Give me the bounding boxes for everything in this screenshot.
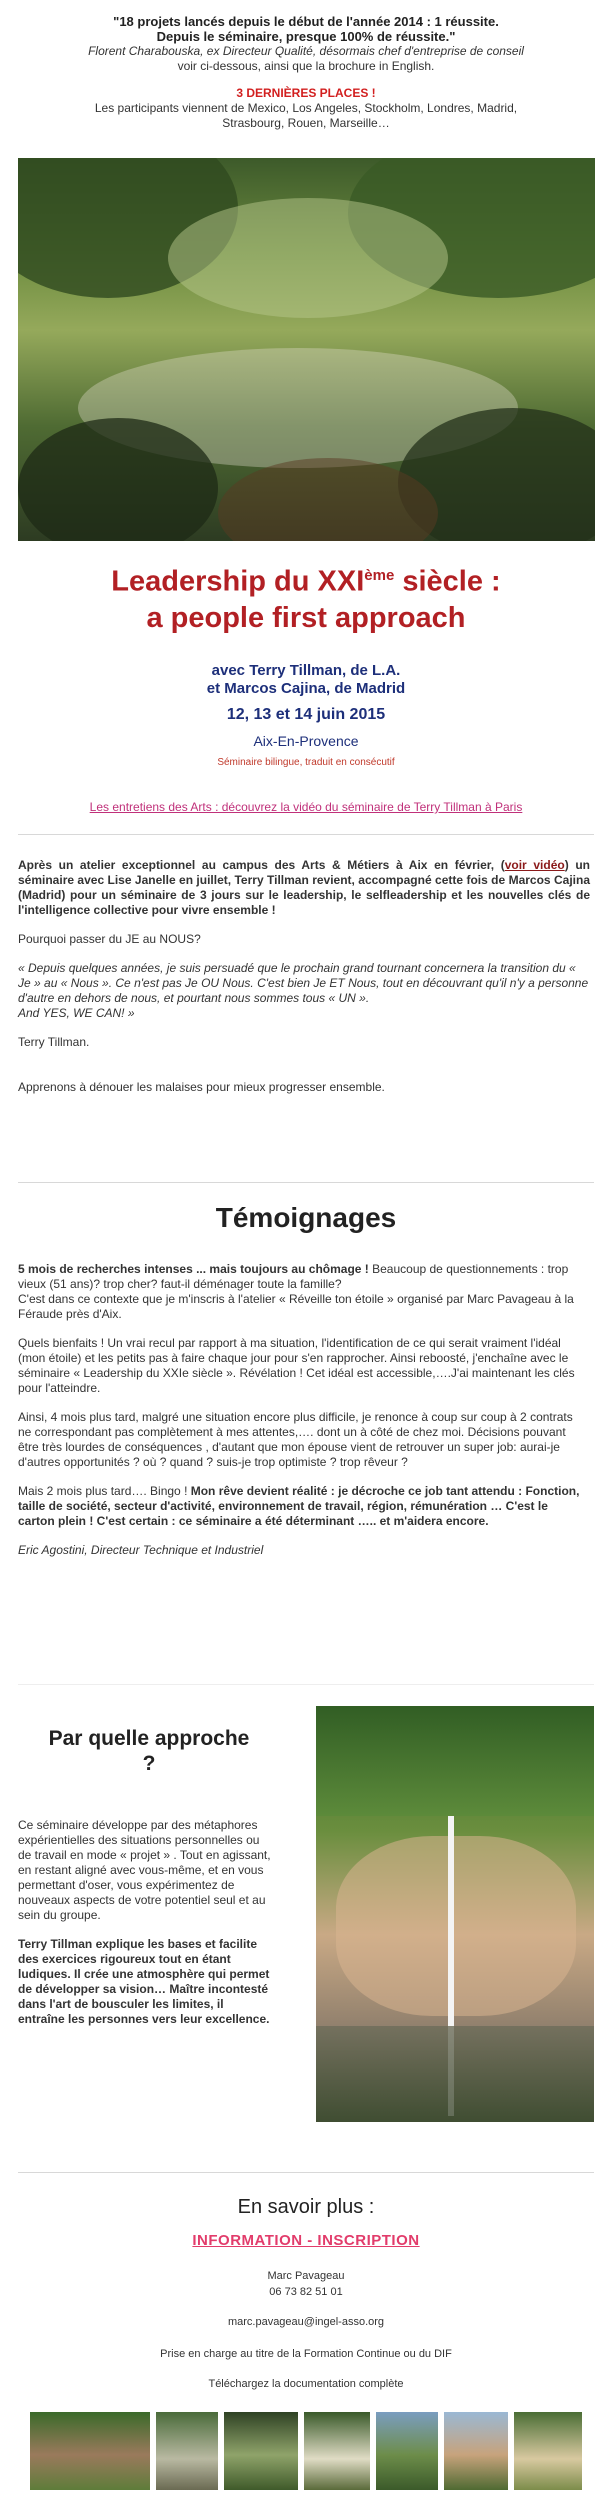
thumbnail-village <box>444 2412 508 2490</box>
contact-name: Marc Pavageau <box>267 2270 345 2282</box>
seminar-dates: 12, 13 et 14 juin 2015 <box>226 706 386 723</box>
testimonial-p4: Ainsi, 4 mois plus tard, malgré une situation encore plus difficile, je renonce à coup sur coup à 2 contrats ne correspondant pas complètement à mes attentes,…. dont un à côté de chez moi. Décisions pouvant être très lourdes de conséquences , d'autant que mon épouse vient de retrouver un super job: aurai-je d'autres opportunités ? où ? quand ? suis-je trop optimiste ? trop rêveur ? <box>18 1410 573 1469</box>
seminar-city: Aix-En-Provence <box>253 733 359 749</box>
article-paragraph-1 <box>18 858 590 918</box>
testimonial-p2: C'est dans ce contexte que je m'inscris à l'atelier « Réveille ton étoile » organisé par Marc Pavageau à la Féraude près d'Aix. <box>18 1292 574 1321</box>
seminar-photo <box>18 158 595 541</box>
thumbnail-vineyard <box>376 2412 438 2490</box>
registration-link[interactable]: INFORMATION - INSCRIPTION <box>192 2232 420 2249</box>
learn-more-heading: En savoir plus : <box>237 2196 375 2218</box>
testimonial <box>18 1262 583 1558</box>
testimonial-p3: Quels bienfaits ! Un vrai recul par rapport à ma situation, l'identification de ce qui serait vraiment l'idéal (mon étoile) et les petits pas à faire chaque jour pour s'en rapprocher. Ainsi reboosté, j'enchaîne avec le séminaire « Leadership du XXIe siècle ». Révélation ! Cet idéal est accessible,….J'ai maintenant les clés pour l'atteindre. <box>18 1336 575 1395</box>
bilingual-note: Séminaire bilingue, traduit en consécutif <box>217 757 395 768</box>
thumbnail-trees <box>304 2412 370 2490</box>
with-terry: avec Terry Tillman, de L.A. <box>211 662 401 679</box>
intro-line-4: voir ci-dessous, ainsi que la brochure in English. <box>177 59 435 73</box>
seminar-title <box>0 558 612 600</box>
testimonial-p5 <box>18 1484 583 1529</box>
download-link[interactable]: Téléchargez la documentation complète <box>208 2378 404 2390</box>
thumbnail-path <box>514 2412 582 2490</box>
article-question: Pourquoi passer du JE au NOUS? <box>18 932 201 946</box>
intro-line-1: "18 projets lancés depuis le début de l'année 2014 : 1 réussite. <box>113 14 499 29</box>
participants-line-1: Les participants viennent de Mexico, Los Angeles, Stockholm, Londres, Madrid, <box>94 101 518 115</box>
approach-heading-line2: ? <box>142 1752 156 1775</box>
title-part-2: siècle : <box>394 565 501 598</box>
exercise-photo <box>316 1706 594 2122</box>
with-marcos: et Marcos Cajina, de Madrid <box>206 680 406 697</box>
terry-signature: Terry Tillman. <box>18 1035 90 1049</box>
intro-line-2: Depuis le séminaire, presque 100% de réussite." <box>156 29 456 44</box>
seminar-subtitle: a people first approach <box>146 601 466 634</box>
approach-p2: Terry Tillman explique les bases et facilite des exercices rigoureux tout en étant ludiques. Il crée une atmosphère qui permet de développer sa vision… Maître incontesté dans l'art de bousculer les limites, il entraîne les personnes vers leur excellence. <box>18 1937 270 2026</box>
terry-quote: « Depuis quelques années, je suis persuadé que le prochain grand tournant concernera la transition du « Je » au « Nous ». Ce n'est pas Je OU Nous. C'est bien Je ET Nous, tout en découvrant qu'il n'y a personne d'autre en dehors de nous, et pourtant nous sommes tous « UN ». <box>18 961 589 1005</box>
title-part-1: Leadership du XXI <box>111 565 365 598</box>
testimonial-p1 <box>18 1262 583 1292</box>
divider <box>18 1182 594 1183</box>
thumbnail-cypress <box>224 2412 298 2490</box>
article <box>18 858 590 1095</box>
article-p1-start: Après un atelier exceptionnel au campus des Arts & Métiers à Aix en février, ( <box>18 858 505 872</box>
video-link[interactable]: Les entretiens des Arts : découvrez la vidéo du séminaire de Terry Tillman à Paris <box>89 800 523 814</box>
funding-note: Prise en charge au titre de la Formation Continue ou du DIF <box>160 2348 452 2360</box>
watch-video-link[interactable]: voir vidéo <box>504 858 565 872</box>
divider <box>18 834 594 835</box>
article-closing: Apprenons à dénouer les malaises pour mieux progresser ensemble. <box>18 1080 385 1094</box>
approach-heading <box>18 1726 280 1776</box>
thumbnail-estate <box>30 2412 150 2490</box>
intro-quote <box>20 14 592 131</box>
approach-p1: Ce séminaire développe par des métaphores expérientielles des situations personnelles ou de travail en mode « projet » . Tout en agissant, en restant aligné avec vous-même, et en vous permettant d'oser, vous expérimentez de nouveaux aspects de votre potentiel seul et au sein du groupe. <box>18 1818 271 1922</box>
contact-email[interactable]: marc.pavageau@ingel-asso.org <box>227 2316 385 2328</box>
terry-quote-end: And YES, WE CAN! » <box>18 1006 135 1020</box>
divider <box>18 2172 594 2173</box>
intro-line-3: Florent Charabouska, ex Directeur Qualité, désormais chef d'entreprise de conseil <box>88 44 524 58</box>
approach-text <box>18 1818 272 2027</box>
title-superscript: ème <box>364 567 395 584</box>
thumbnail-tree-avenue <box>156 2412 218 2490</box>
testimonial-p1-bold: 5 mois de recherches intenses ... mais toujours au chômage ! <box>18 1262 369 1276</box>
testimonials-heading: Témoignages <box>215 1202 397 1233</box>
divider <box>18 1684 594 1685</box>
participants-line-2: Strasbourg, Rouen, Marseille… <box>222 116 390 130</box>
testimonial-p1-rest: Beaucoup de questionnements : trop vieux (51 ans)? trop cher? faut-il déménager toute la famille? <box>18 1262 569 1291</box>
approach-heading-line1: Par quelle approche <box>48 1727 250 1750</box>
last-places-badge: 3 DERNIÈRES PLACES ! <box>236 86 376 100</box>
testimonial-p5-bold: Mon rêve devient réalité : je décroche ce job tant attendu : Fonction, taille de société, secteur d'activité, environnement de travail, région, rémunération … C'est le carton plein ! C'est certain : ce séminaire a été déterminant ….. et m'aidera encore. <box>18 1484 580 1528</box>
testimonial-signature: Eric Agostini, Directeur Technique et Industriel <box>18 1543 264 1557</box>
contact-phone: 06 73 82 51 01 <box>269 2286 343 2298</box>
testimonial-p5-start: Mais 2 mois plus tard…. Bingo ! <box>18 1484 191 1498</box>
article-p1-end: ) un séminaire avec Lise Janelle en juillet, Terry Tillman revient, accompagné cette fois de Marcos Cajina (Madrid) pour un séminaire de 3 jours sur le leadership, le selfleadership et les nouvelles clés de l'intelligence collective pour vivre ensemble ! <box>18 858 590 917</box>
